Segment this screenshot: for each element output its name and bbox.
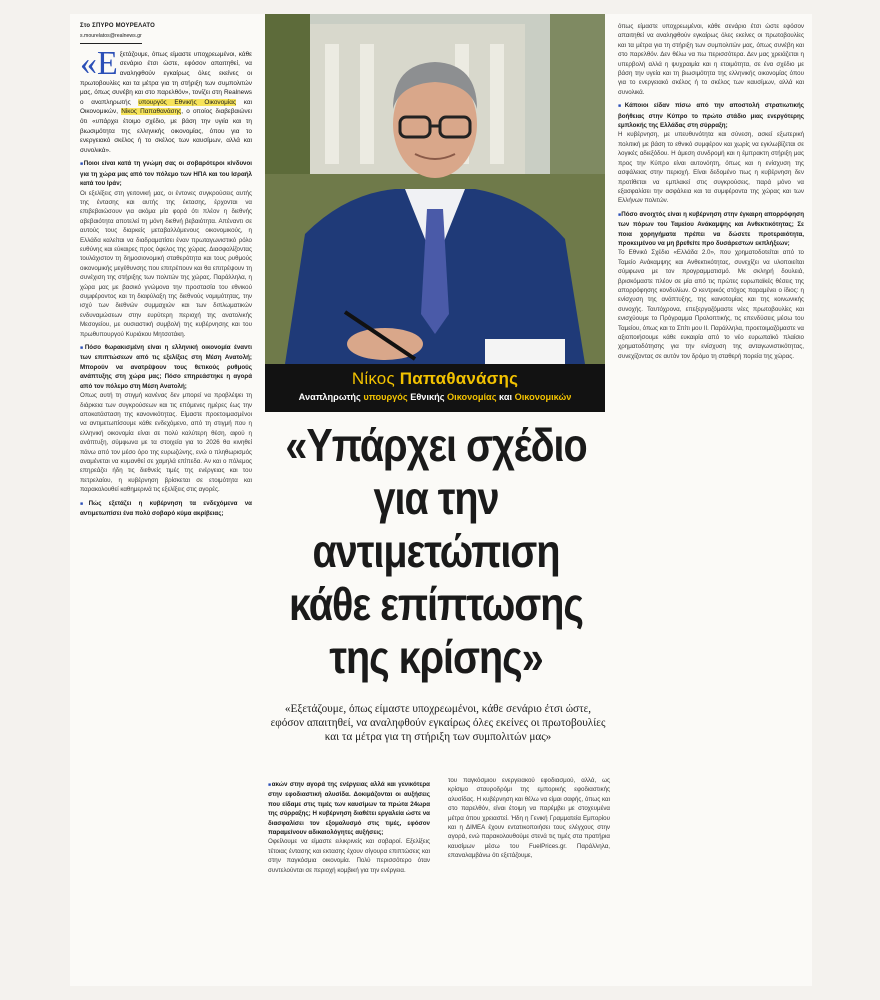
answer-mid-b: του παγκόσμιου ενεργειακού εφοδιασμού, αλλά, ως κρίσιμο σταυροδρόμι της εμπορικής εφοδιαστικής αλυσίδας. Η κυβέρνηση και θέλω να είμαι σαφής, όπως και στο παρελθόν, είναι έτοιμη να παρέμβει με στοχευμένα μέτρα όπου χρειαστεί. Ήδη η Γενική Γραμματεία Εμπορίου και η ΔΙΜΕΑ έχουν εντατικοποιήσει τους ελέγχους στην αγορά, ενώ παρακολουθούμε στενά τις τιμές στα πρατήρια καυσίμων μέσω του FuelPrices.gr. Παράλληλα, επαναλαμβάνω ότι εξετάζουμε,	[448, 777, 610, 860]
name-bar	[265, 364, 605, 412]
dropcap: «Ε	[80, 44, 118, 82]
byline-email: s.mourelatos@realnews.gr	[80, 32, 142, 43]
highlighted-name: Νίκος Παπαθανάσης	[121, 108, 182, 116]
interviewee-role: Αναπληρωτής υπουργός Εθνικής Οικονομίας και Οικονομικών	[298, 392, 572, 402]
answer-mid: Οφείλουμε να είμαστε ειλικρινείς και σοβαροί. Εξελίξεις τέτοιας έντασης και εκτασης έχουν σίγουρα επιπτώσεις και στην παγκόσμια οικονομία. Πολύ περισσότερο όταν συντελούνται σε περιοχή κομβική για την ενέργεια.	[268, 838, 430, 874]
headline-line-3: αντιμετώπιση	[312, 525, 560, 577]
right-column	[618, 22, 804, 361]
pull-quote: «Εξετάζουμε, όπως είμαστε υποχρεωμένοι, κάθε σενάριο έτσι ώστε, εφόσον απαιτηθεί, να αναληφθούν εγκαίρως όλες εκείνες οι πρωτοβουλίες και τα μέτρα για τη στήριξη των συμπολιτών μας»	[270, 703, 606, 743]
headline	[285, 419, 588, 684]
question-mid: ■ ακών στην αγορά της ενέργειας αλλά και γενικότερα στην εφοδιαστική αλυσίδα. Δοκιμάζονται οι αυξήσεις που είδαμε στις τιμές των καυσίμων τα πρώτα 24ωρα της σύρραξης; Η κυβέρνηση διαθέτει εργαλεία ώστε να διασφαλίσει τον εξομαλυσμό στις τιμές, εφόσον παραμείνουν αδικαιολόγητες αυξήσεις;	[268, 780, 430, 837]
interviewee-name: Νίκος Παπαθανάσης	[351, 369, 519, 388]
question-3: ■ Πώς εξετάζει η κυβέρνηση τα ενδεχόμενα να αντιμετωπίσει ένα πολύ σοβαρό κύμα ακρίβειας;	[80, 499, 252, 519]
answer-right-0: όπως είμαστε υποχρεωμένοι, κάθε σενάριο έτσι ώστε εφόσον απαιτηθεί να αναληφθούν εγκαίρως όλες εκείνες οι πρωτοβουλίες και τα μέτρα για τη στήριξη των συμπολιτών μας, όπως συνέβη και στο παρελθόν. Δεν θέλω να πω περισσότερα. Δεν μας χρειάζεται η υπερβολή αλλά η ψυχραιμία και η ετοιμότητα, σε ένα σχέδιο με βάση την υγεία και τη βιωσιμότητα της ελληνικής οικονομίας όπου για το ενεργειακό σκέλος ή το σκέλος των καυσίμων, αλλά και συνολικά.	[618, 23, 804, 96]
portrait-illustration	[265, 14, 605, 364]
answer-1: Οι εξελίξεις στη γειτονική μας, οι έντονες συγκρούσεις αυτής της έντασης και αυτής της έκτασης, έρχονται να επιβεβαιώσουν για ακόμα μία φορά ότι πλέον η διεθνής αβεβαιότητα αποτελεί τη μόνη διεθνή βεβαιότητα. Απέναντι σε αυτούς τους διαρκείς μεταβαλλόμενους οικονομικούς, η Ελλάδα καλείται να διαδραματίσει έναν πρωταγωνιστικό ρόλο ευθύνης και εύκαιρες προς όφελος της χώρας. Διασφαλίζοντας τουλάχιστον τη δημοσιονομική σταθερότητα και τους ρυθμούς οικονομικής μεγέθυνσης που επιτρέπουν και θα επιτρέψουν τη συνέχιση της στήριξης των πολιτών της χώρας. Παράλληλα, η χώρα μας με βασικό γνώμονα την προστασία του εθνικού συμφέροντος και τη διαφύλαξη της διεθνούς νομιμότητας, την ισχύ των διεθνών συμμαχιών και των διπλωματικών ενδυναμώσεων στην ευρύτερη περιοχή της ανατολικής Μεσογείου, με ουσιαστική συμβολή της κυβέρνησης και του πρωθυπουργού Κυριάκου Μητσοτάκη.	[80, 189, 252, 338]
byline-author: Στο ΣΠΥΡΟ ΜΟΥΡΕΛΑΤΟ	[80, 23, 155, 29]
question-2: ■ Πόσο θωρακισμένη είναι η ελληνική οικονομία έναντι των επιπτώσεων από τις εξελίξεις στη Μέση Ανατολή; Μπορούν να ανατρέψουν τους θετικούς ρυθμούς ανάπτυξης στη χώρα μας; Πόσο επηρεάστηκε η αγορά από τον πόλεμο στη Μέση Ανατολή;	[80, 343, 252, 391]
highlighted-text: υπουργός Εθνικής Οικονομίας	[138, 98, 237, 106]
headline-line-5: της κρίσης»	[329, 631, 543, 683]
answer-right-1: Η κυβέρνηση, με υπευθυνότητα και σύνεση, ασκεί εξωτερική πολιτική με βάση το εθνικό συμφέρον και χωρίς να εγκλωβίζεται σε λογικές αδιεξόδου. Η άμεση συνδρομή και η έμπρακτη στήριξη μας προς την Κύπρο είναι αυτονόητη, όπως και η ενίσχυση της ασφάλειας στην περιοχή. Είναι δεδομένο πως η κυβέρνηση δεν προτίθεται να εμπλακεί στις συγκρούσεις, παρά μόνο να εξασφαλίσει την ασφάλεια και τα συμφέροντα της χώρας και των Ελλήνων πολιτών.	[618, 131, 804, 205]
question-1: ■ Ποιοι είναι κατά τη γνώμη σας οι σοβαρότεροι κίνδυνοι για τη χώρα μας από τον πόλεμο των ΗΠΑ και του Ισραήλ κατά του Ιράν;	[80, 159, 252, 188]
answer-right-2: Το Εθνικό Σχέδιο «Ελλάδα 2.0», που χρηματοδοτείται από το Ταμείο Ανάκαμψης και Ανθεκτικότητας, συνεχίζει να υλοποιείται σύμφωνα με τον προγραμματισμό. Με σκληρή δουλειά, βρισκόμαστε πλέον σε μία από τις πρώτες ευρωπαϊκές θέσεις της απορρόφησης κονδυλίων. Ο κεντρικός στόχος παραμένει ο ίδιος: η ενίσχυση της ανάπτυξης, της καινοτομίας και της κοινωνικής συνοχής. Ταυτόχρονα, επεξεργαζόμαστε νέες πρωτοβουλίες και ενισχύουμε το Πρόγραμμα Προλοπτικής, τις επενδύσεις μέσω του Ταμείου, όπως και το Σπίτι μου ΙΙ. Παράλληλα, προετοιμαζόμαστε να αξιοποιήσουμε κάθε ευκαιρία από το νέο ευρωπαϊκό πλαίσιο χρηματοδότησης για την ενίσχυση της ανταγωνιστικότητας, συνεχίζοντας σε αυτόν τον δρόμο τη σταθερή πορεία της χώρας.	[618, 249, 805, 360]
middle-column-a	[268, 776, 430, 875]
answer-2: Οπως αυτή τη στιγμή κανένας δεν μπορεί να προβλέψει τη διάρκεια των συγκρούσεων και τις επόμενες ημέρες έως την αποκατάσταση της κανονικότητας. Είμαστε προετοιμασμένοι να αντιμετωπίσουμε κάθε ενδεχόμενο, από τη στιγμή που η ελληνική οικονομία είναι σε πολύ καλύτερη θέση, αφού η ανάπτυξη, σύμφωνα με τα στοιχεία για το 2026 θα κινηθεί πάνω από τον μέσο όρο της ευρωζώνης, ενώ ο πληθωρισμός αναμένεται να κυμανθεί σε χαμηλά επίπεδα. Αν και ο πόλεμος επηρεάζει ήδη τις διεθνείς τιμές της ενέργειας και του πετρελαίου, η κυβέρνηση βρίσκεται σε ετοιμότητα και παρακολουθεί καθημερινά τις εξελίξεις στις αγορές.	[80, 392, 252, 494]
headline-line-2: για την	[373, 472, 499, 524]
headline-line-1: «Υπάρχει σχέδιο	[285, 419, 587, 471]
newspaper-page	[70, 14, 812, 986]
portrait-photo	[265, 14, 605, 364]
left-column	[80, 22, 252, 518]
question-right-1: ■ Κάποιοι είδαν πίσω από την αποστολή στρατιωτικής βοήθειας στην Κύπρο το πρώτο στάδιο μιας ενεργότερης εμπλοκής της Ελλάδας στη σύρραξη;	[618, 101, 804, 130]
question-right-2: ■ Πόσο ανοιχτός είναι η κυβέρνηση στην έγκαιρη απορρόφηση των πόρων του Ταμείου Ανάκαμψης και Ανθεκτικότητας; Σε ποια χορηγήματα πρέπει να δώσετε προτεραιότητα, προκειμένου να μη βρεθείτε προ δυσάρεστων εκπλήξεων;	[618, 210, 804, 249]
intro-paragraph: «Εξετάζουμε, όπως είμαστε υποχρεωμένοι, κάθε σενάριο έτσι ώστε, εφόσον απαιτηθεί, να αναληφθούν εγκαίρως όλες εκείνες οι πρωτοβουλίες και τα μέτρα για τη στήριξη των συμπολιτών μας, όπως συνέβη και στο παρελθόν», τονίζει στη Realnews ο αναπληρωτής υπουργός Εθνικής Οικονομίας και Οικονομικών, Νίκος Παπαθανάσης, ο οποίος διαβεβαιώνει ότι «υπάρχει έτοιμο σχέδιο, με βάση την υγιία και τη βιωσιμότητα της ελληνικής οικονομίας, όπου για το ενεργειακό σκέλος ή το σκέλος των καυσίμων, αλλά και συνολικά».	[80, 44, 252, 154]
middle-column-b	[448, 776, 610, 861]
headline-line-4: κάθε επίπτωσης	[289, 578, 583, 630]
